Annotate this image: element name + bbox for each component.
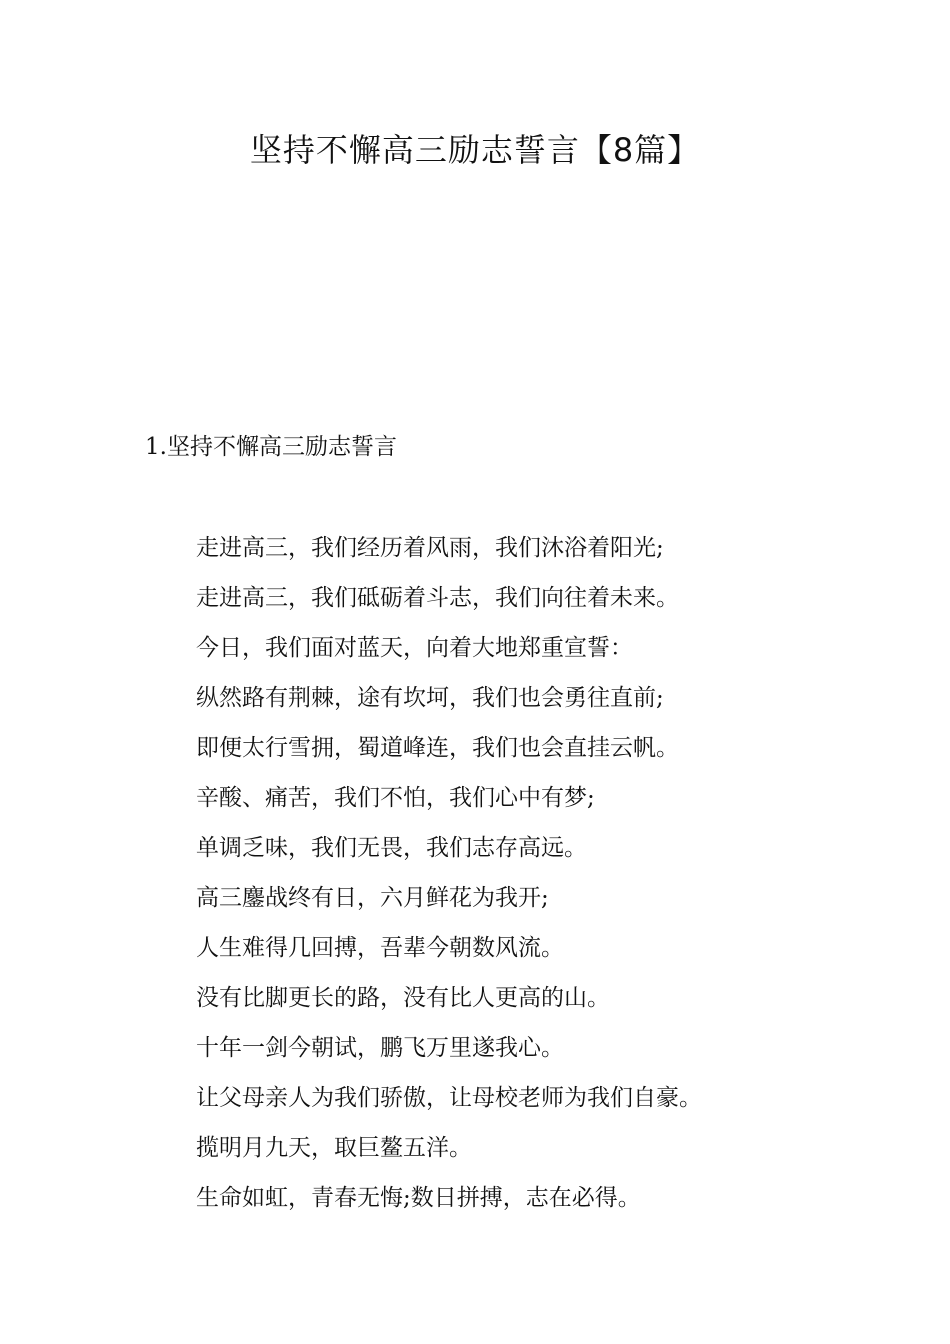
pledge-line: 高三鏖战终有日，六月鲜花为我开; <box>196 885 549 911</box>
pledge-line: 即便太行雪拥，蜀道峰连，我们也会直挂云帆。 <box>196 735 679 761</box>
pledge-line: 人生难得几回搏，吾辈今朝数风流。 <box>196 935 564 961</box>
pledge-line: 单调乏味，我们无畏，我们志存高远。 <box>196 835 587 861</box>
pledge-line: 让父母亲人为我们骄傲，让母校老师为我们自豪。 <box>196 1085 702 1111</box>
pledge-lines <box>196 531 702 1231</box>
pledge-line: 十年一剑今朝试，鹏飞万里遂我心。 <box>196 1035 564 1061</box>
pledge-line: 没有比脚更长的路，没有比人更高的山。 <box>196 985 610 1011</box>
pledge-line: 揽明月九天，取巨鳌五洋。 <box>196 1135 472 1161</box>
pledge-line: 今日，我们面对蓝天，向着大地郑重宣誓： <box>196 635 633 661</box>
section-heading: 1.坚持不懈高三励志誓言 <box>145 434 397 460</box>
pledge-line: 辛酸、痛苦，我们不怕，我们心中有梦; <box>196 785 595 811</box>
pledge-line: 走进高三，我们砥砺着斗志，我们向往着未来。 <box>196 585 679 611</box>
pledge-line: 走进高三，我们经历着风雨，我们沐浴着阳光; <box>196 535 664 561</box>
pledge-line: 纵然路有荆棘，途有坎坷，我们也会勇往直前; <box>196 685 664 711</box>
document-title: 坚持不懈高三励志誓言【8篇】 <box>249 131 701 169</box>
pledge-line: 生命如虹，青春无悔;数日拼搏，志在必得。 <box>196 1185 641 1211</box>
